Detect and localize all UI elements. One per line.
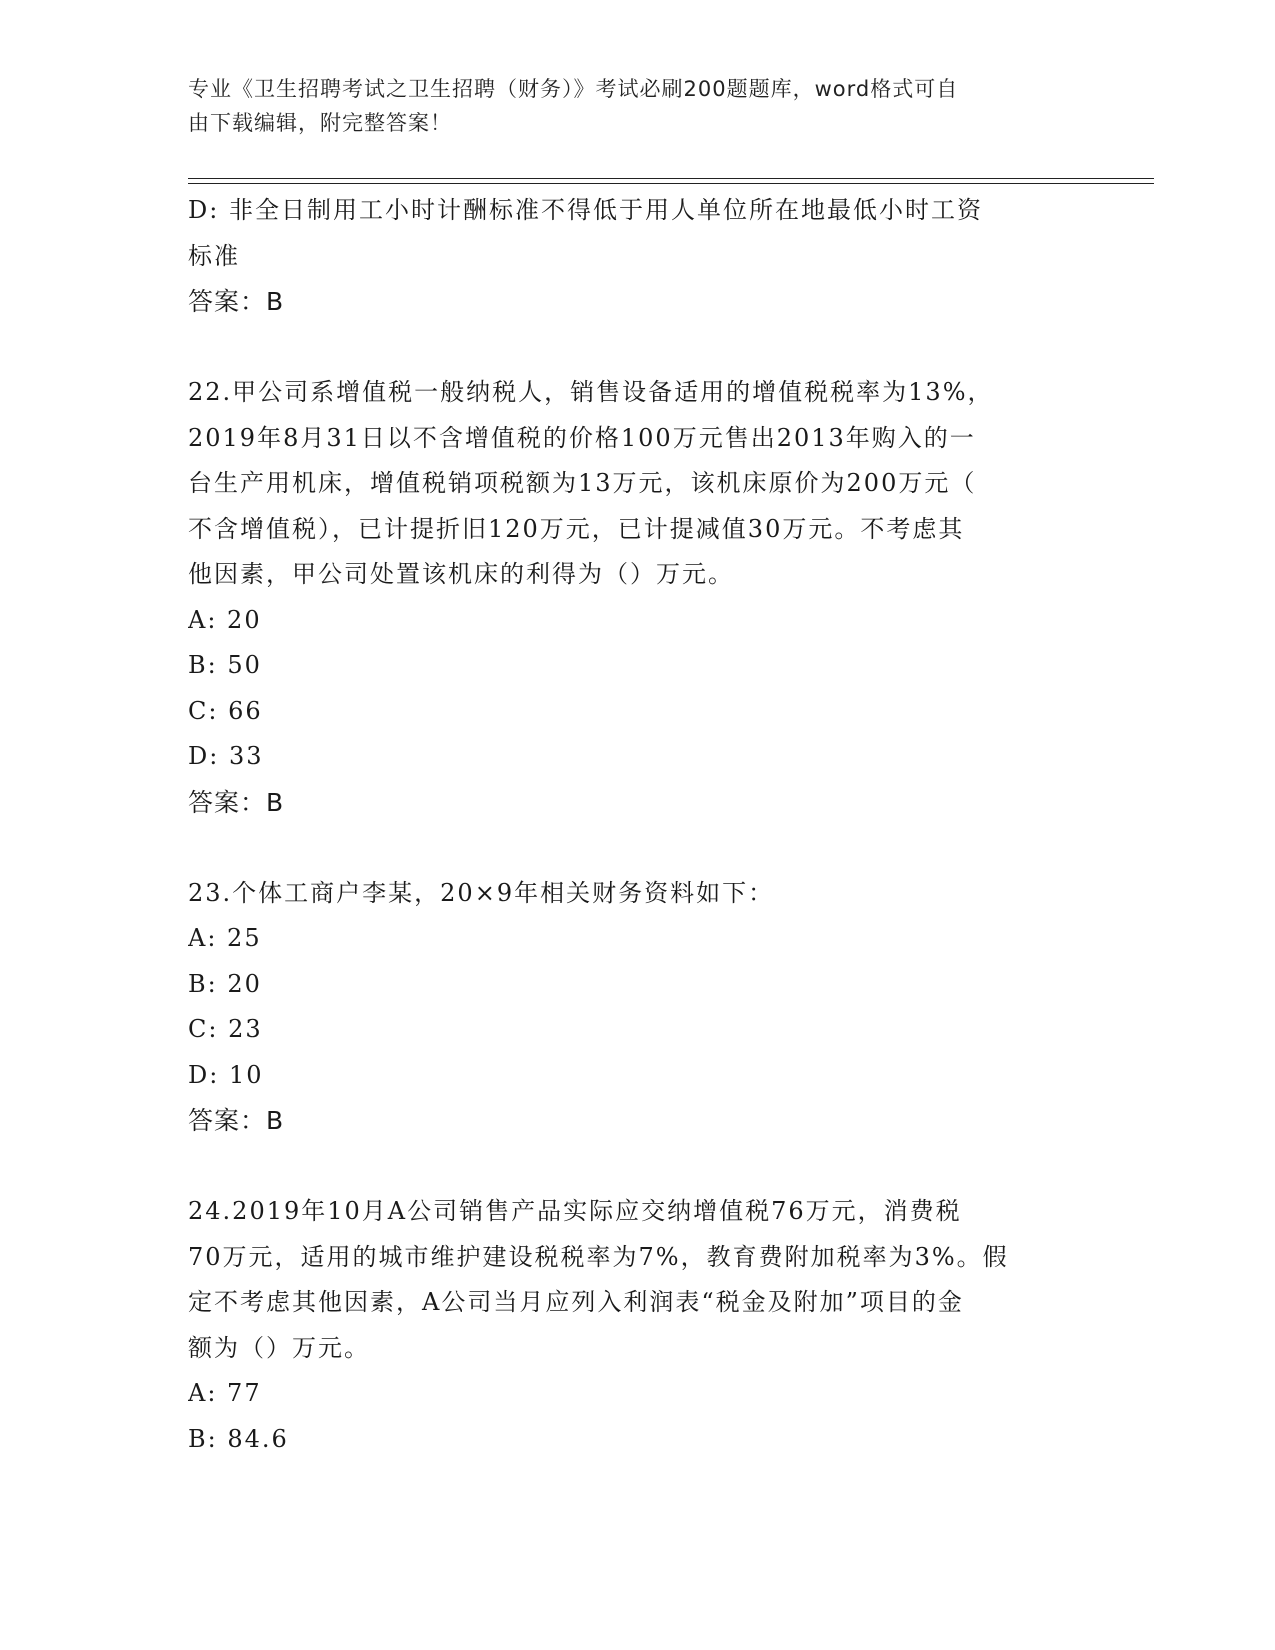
document-body: [188, 188, 1088, 1462]
spacer: [188, 825, 1088, 871]
question-text-line: 70万元，适用的城市维护建设税税率为7%，教育费附加税率为3%。假: [188, 1242, 1009, 1271]
option-a: A: 20: [188, 605, 262, 634]
answer: 答案：B: [188, 287, 285, 316]
header-line-2: 由下载编辑，附完整答案！: [188, 111, 452, 135]
option-d-continued: 标准: [188, 241, 240, 270]
question-text-line: 2019年8月31日以不含增值税的价格100万元售出2013年购入的一: [188, 423, 976, 452]
option-d: D: 非全日制用工小时计酬标准不得低于用人单位所在地最低小时工资: [188, 196, 983, 224]
answer: 答案：B: [188, 787, 285, 817]
question-24: [188, 1189, 1088, 1462]
spacer: [188, 325, 1088, 371]
question-text-line: 台生产用机床，增值税销项税额为13万元，该机床原价为200万元（: [188, 469, 977, 497]
document-header: [188, 72, 1068, 140]
header-rule-top: [188, 178, 1154, 179]
question-text-line: 他因素，甲公司处置该机床的利得为（）万元。: [188, 560, 734, 588]
question-text-line: 定不考虑其他因素，A公司当月应列入利润表“税金及附加”项目的金: [188, 1288, 964, 1316]
question-text-line: 额为（）万元。: [188, 1333, 370, 1362]
option-a: A: 25: [188, 924, 262, 952]
option-b: B: 50: [188, 651, 262, 679]
question-text-line: 23.个体工商户李某，20×9年相关财务资料如下：: [188, 878, 775, 907]
prev-question: [188, 188, 1088, 325]
option-d: D: 33: [188, 742, 264, 770]
option-c: C: 23: [188, 1015, 263, 1043]
option-b: B: 20: [188, 969, 262, 998]
question-text-line: 22.甲公司系增值税一般纳税人，销售设备适用的增值税税率为13%，: [188, 378, 994, 406]
option-d: D: 10: [188, 1060, 264, 1089]
question-text-line: 24.2019年10月A公司销售产品实际应交纳增值税76万元，消费税: [188, 1197, 962, 1225]
option-a: A: 77: [188, 1379, 262, 1407]
header-rule-bottom: [188, 183, 1154, 184]
question-text-line: 不含增值税），已计提折旧120万元，已计提减值30万元。不考虑其: [188, 514, 965, 543]
answer: 答案：B: [188, 1106, 285, 1135]
spacer: [188, 1144, 1088, 1190]
option-b: B: 84.6: [188, 1424, 289, 1453]
header-line-1: 专业《卫生招聘考试之卫生招聘（财务）》考试必刷200题题库，word格式可自: [188, 77, 959, 101]
question-22: [188, 370, 1088, 825]
question-23: [188, 871, 1088, 1144]
option-c: C: 66: [188, 696, 263, 725]
